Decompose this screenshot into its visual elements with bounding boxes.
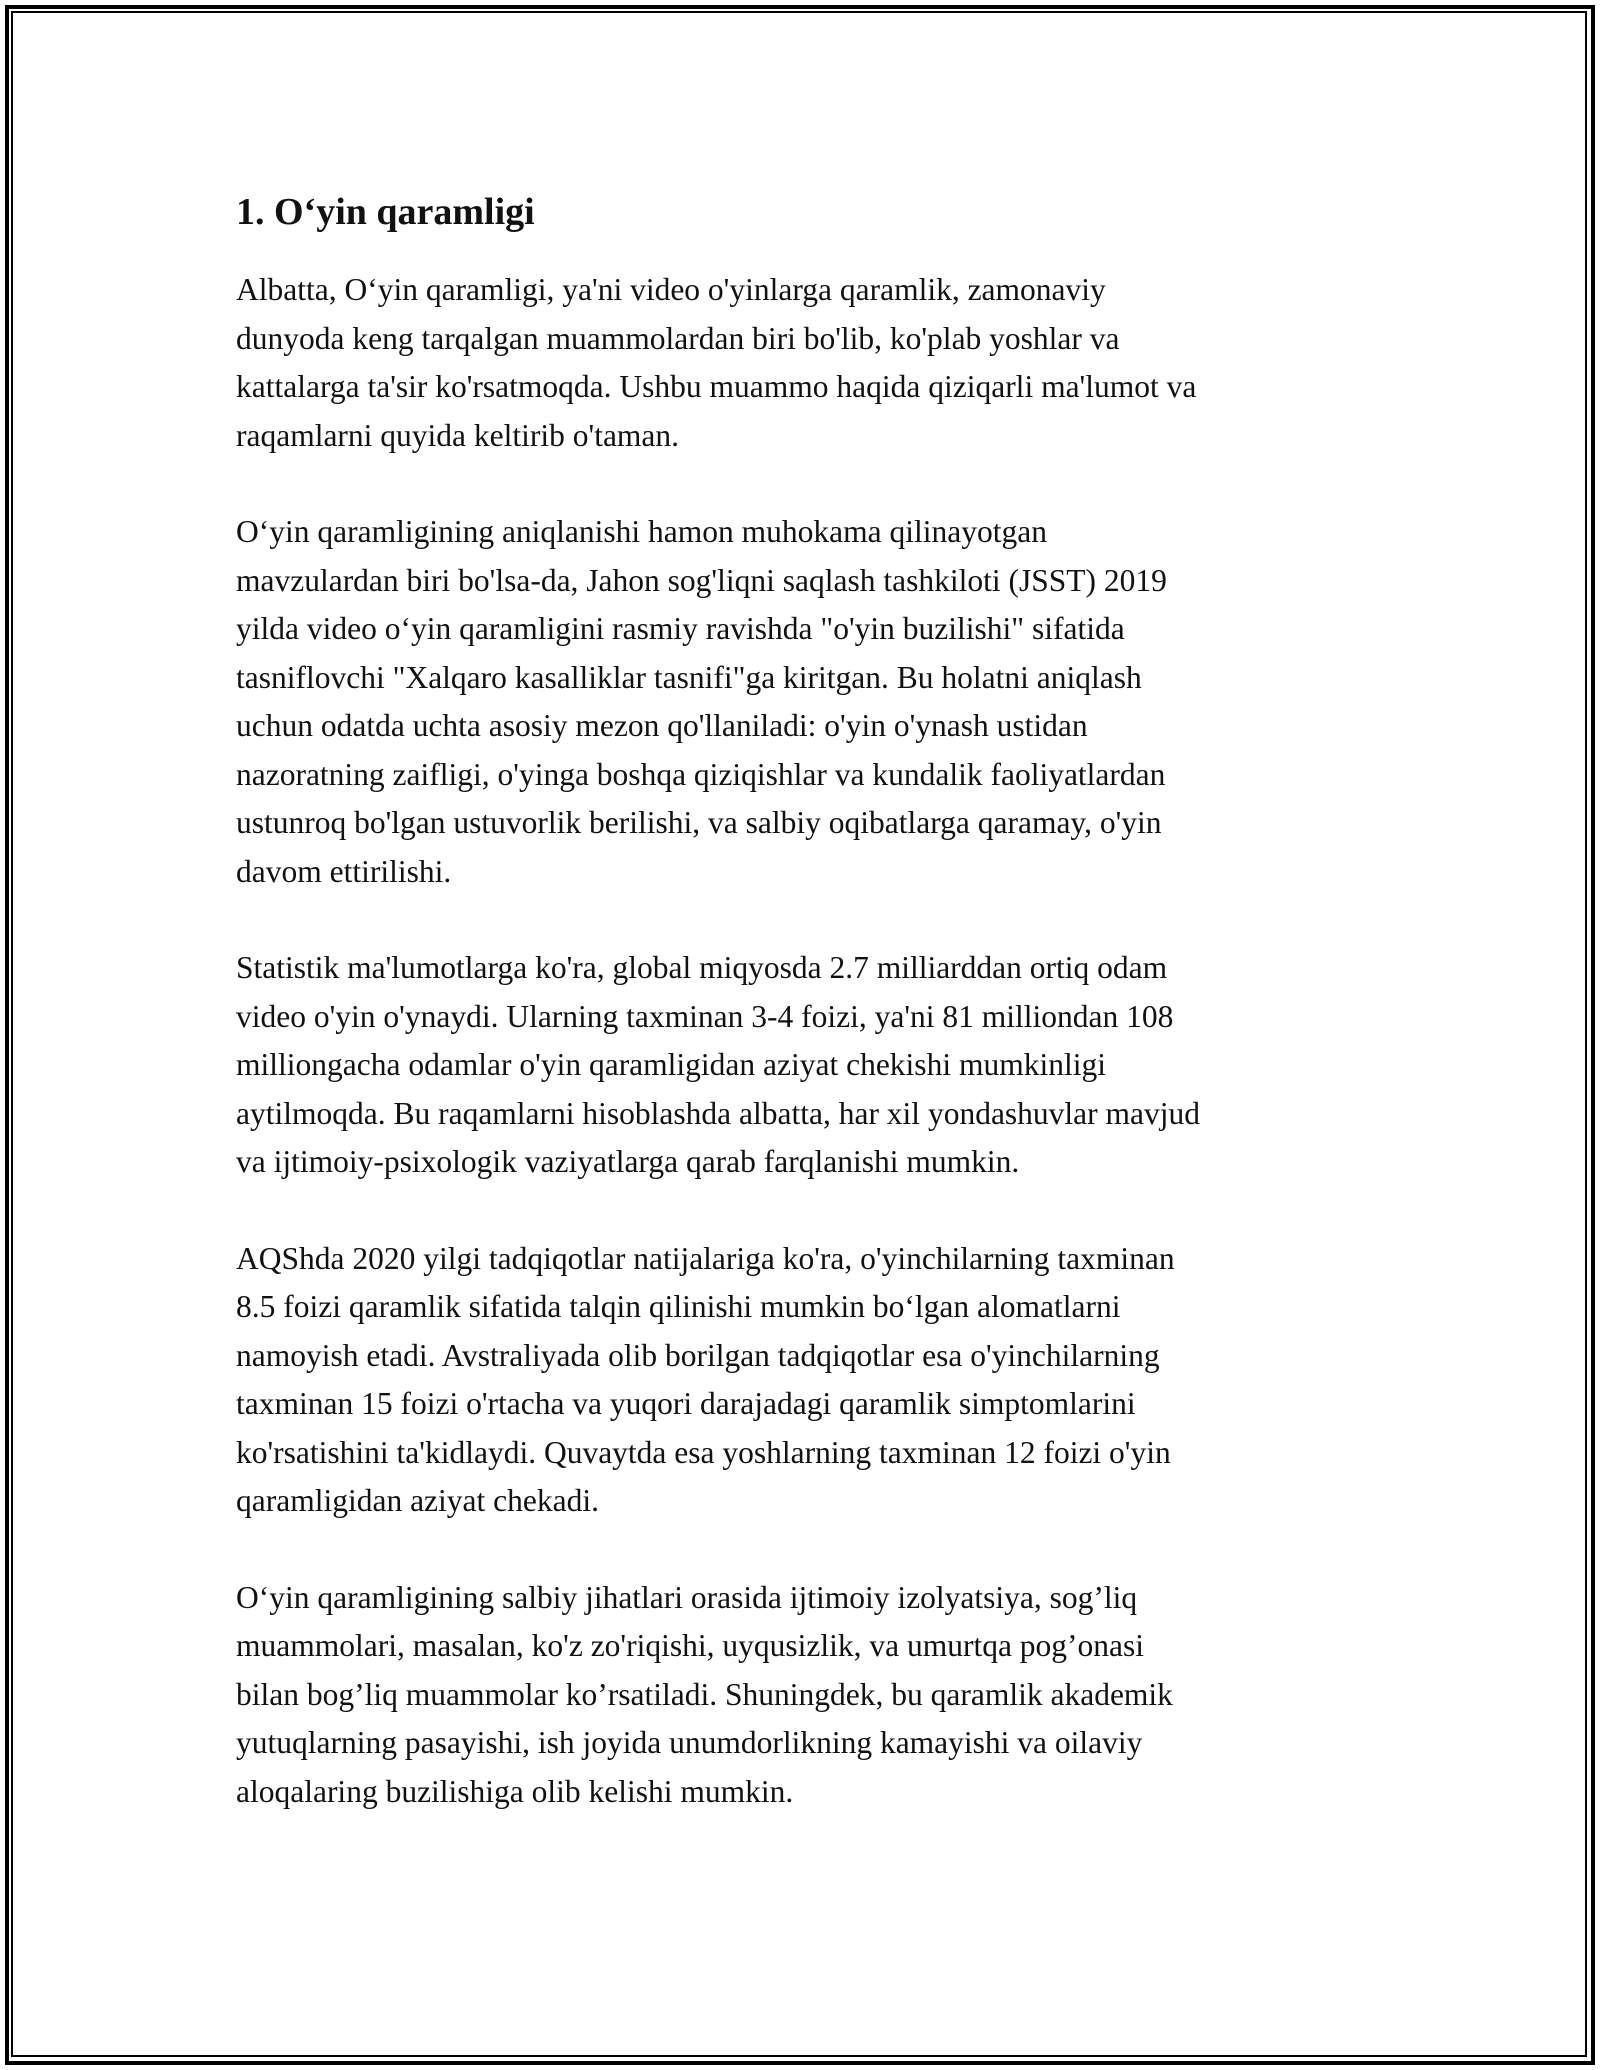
paragraph-intro: Albatta, O‘yin qaramligi, ya'ni video o'yinlarga qaramlik, zamonaviy dunyoda keng tarqalgan muammolardan biri bo'lib, ko'plab yoshlar va kattalarga ta'sir ko'rsatmoqda. Ushbu muammo haqida qiziqarli ma'lumot va raqamlarni quyida keltirib o'taman.	[236, 272, 1197, 453]
document-body	[236, 186, 1376, 1864]
paragraph-definition: O‘yin qaramligining aniqlanishi hamon muhokama qilinayotgan mavzulardan biri bo'lsa-da, Jahon sog'liqni saqlash tashkiloti (JSST) 2019 yilda video o‘yin qaramligini rasmiy ravishda "o'yin buzilishi" sifatida tasniflovchi "Xalqaro kasalliklar tasnifi"ga kiritgan. Bu holatni aniqlash uchun odatda uchta asosiy mezon qo'llaniladi: o'yin o'ynash ustidan nazoratning zaifligi, o'yinga boshqa qiziqishlar va kundalik faoliyatlardan ustunroq bo'lgan ustuvorlik berilishi, va salbiy oqibatlarga qaramay, o'yin davom ettirilishi.	[236, 514, 1167, 889]
paragraph-country-studies: AQShda 2020 yilgi tadqiqotlar natijalariga ko'ra, o'yinchilarning taxminan 8.5 foizi qaramlik sifatida talqin qilinishi mumkin bo‘lgan alomatlarni namoyish etadi. Avstraliyada olib borilgan tadqiqotlar esa o'yinchilarning taxminan 15 foizi o'rtacha va yuqori darajadagi qaramlik simptomlarini ko'rsatishini ta'kidlaydi. Quvaytda esa yoshlarning taxminan 12 foizi o'yin qaramligidan aziyat chekadi.	[236, 1240, 1175, 1518]
paragraph-negative-effects: O‘yin qaramligining salbiy jihatlari orasida ijtimoiy izolyatsiya, sog’liq muammolari, masalan, ko'z zo'riqishi, uyqusizlik, va umurtqa pog’onasi bilan bog’liq muammolar ko’rsatiladi. Shuningdek, bu qaramlik akademik yutuqlarning pasayishi, ish joyida unumdorlikning kamayishi va oilaviy aloqalaring buzilishiga olib kelishi mumkin.	[236, 1579, 1173, 1809]
paragraph-global-statistics: Statistik ma'lumotlarga ko'ra, global miqyosda 2.7 milliarddan ortiq odam video o'yin o'ynaydi. Ularning taxminan 3-4 foizi, ya'ni 81 milliondan 108 milliongacha odamlar o'yin qaramligidan aziyat chekishi mumkinligi aytilmoqda. Bu raqamlarni hisoblashda albatta, har xil yondashuvlar mavjud va ijtimoiy-psixologik vaziyatlarga qarab farqlanishi mumkin.	[236, 950, 1201, 1179]
section-heading: 1. O‘yin qaramligi	[236, 191, 535, 233]
